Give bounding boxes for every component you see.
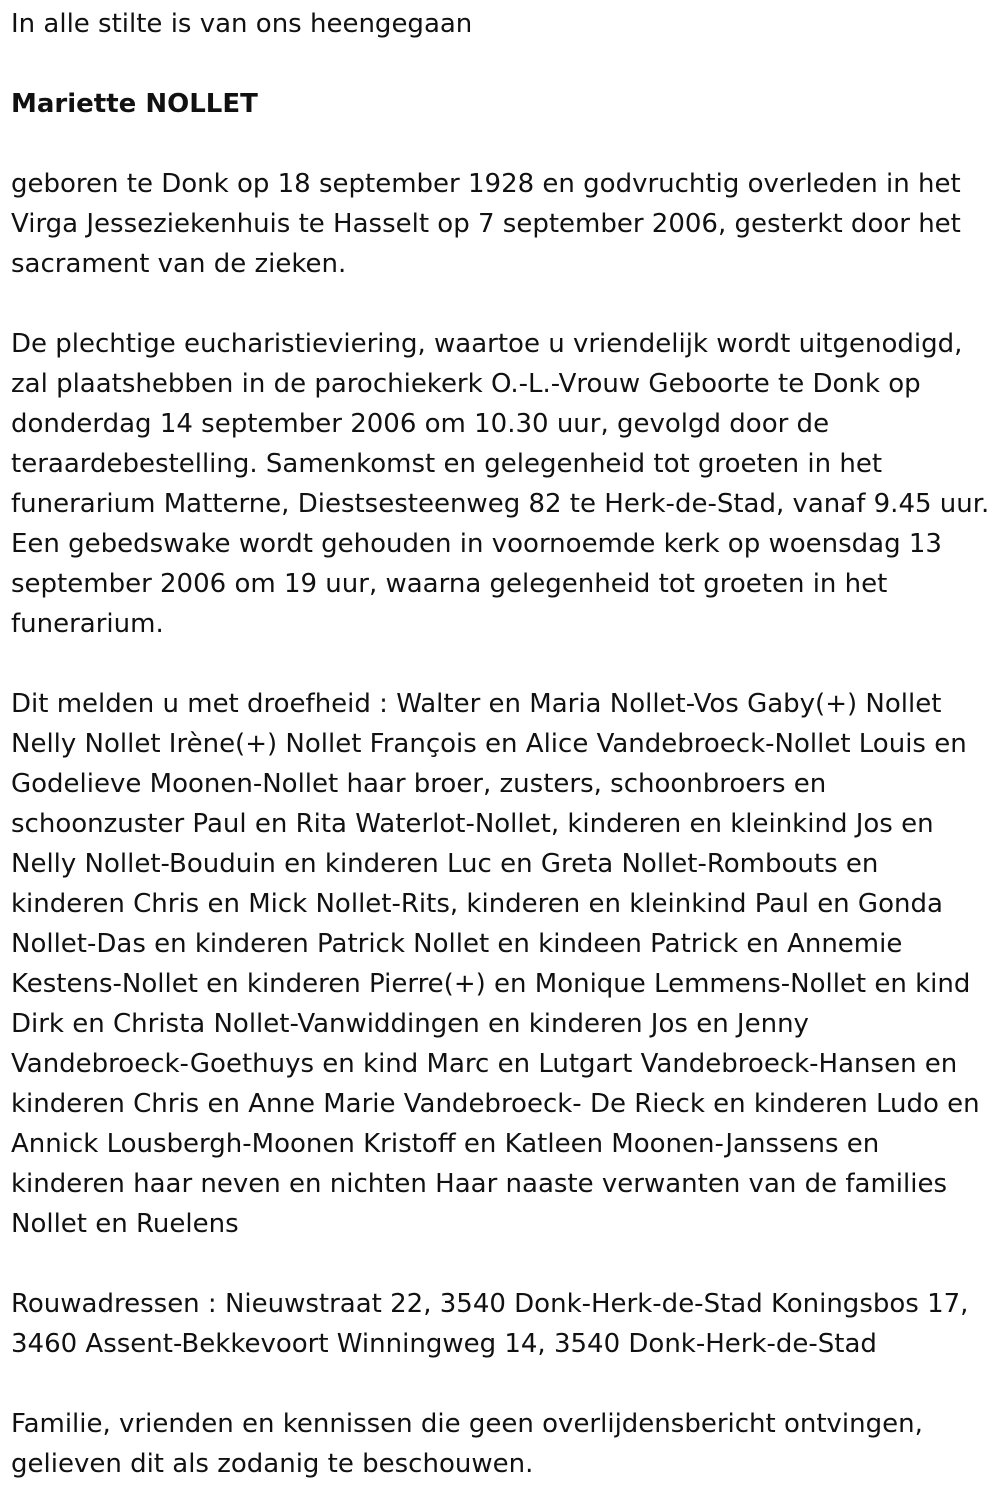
deceased-name: Mariette NOLLET: [11, 89, 258, 119]
intro-text: In alle stilte is van ons heengegaan: [11, 9, 473, 39]
family-text: Dit melden u met droefheid : Walter en Maria Nollet-Vos Gaby(+) Nollet Nelly Nollet Irène(+) Nollet François en Alice Vandebroeck-Nollet Louis en Godelieve Moonen-Nollet haar broer, zusters, schoonbroers en schoonzuster Paul en Rita Waterlot-Nollet, kinderen en kleinkind Jos en Nelly Nollet-Bouduin en kinderen Luc en Greta Nollet-Rombouts en kinderen Chris en Mick Nollet-Rits, kinderen en kleinkind Paul en Gonda Nollet-Das en kinderen Patrick Nollet en kindeen Patrick en Annemie Kestens-Nollet en kinderen Pierre(+) en Monique Lemmens-Nollet en kind Dirk en Christa Nollet-Vanwiddingen en kinderen Jos en Jenny Vandebroeck-Goethuys en kind Marc en Lutgart Vandebroeck-Hansen en kinderen Chris en Anne Marie Vandebroeck- De Rieck en kinderen Ludo en Annick Lousbergh-Moonen Kristoff en Katleen Moonen-Janssens en kinderen haar neven en nichten Haar naaste verwanten van de families Nollet en Ruelens: [11, 689, 980, 1239]
addresses-text: Rouwadressen : Nieuwstraat 22, 3540 Donk-Herk-de-Stad Koningsbos 17, 3460 Assent-Bekkevoort Winningweg 14, 3540 Donk-Herk-de-Stad: [11, 1289, 969, 1359]
birth-death-text: geboren te Donk op 18 september 1928 en godvruchtig overleden in het Virga Jesseziekenhuis te Hasselt op 7 september 2006, gesterkt door het sacrament van de zieken.: [11, 169, 961, 279]
ceremony-text: De plechtige eucharistieviering, waartoe u vriendelijk wordt uitgenodigd, zal plaatshebben in de parochiekerk O.-L.-Vrouw Geboorte te Donk op donderdag 14 september 2006 om 10.30 uur, gevolgd door de teraardebestelling. Samenkomst en gelegenheid tot groeten in het funerarium Matterne, Diestsesteenweg 82 te Herk-de-Stad, vanaf 9.45 uur. Een gebedswake wordt gehouden in voornoemde kerk op woensdag 13 september 2006 om 19 uur, waarna gelegenheid tot groeten in het funerarium.: [11, 329, 990, 639]
closing-text: Familie, vrienden en kennissen die geen overlijdensbericht ontvingen, gelieven dit als zodanig te beschouwen.: [11, 1409, 923, 1479]
